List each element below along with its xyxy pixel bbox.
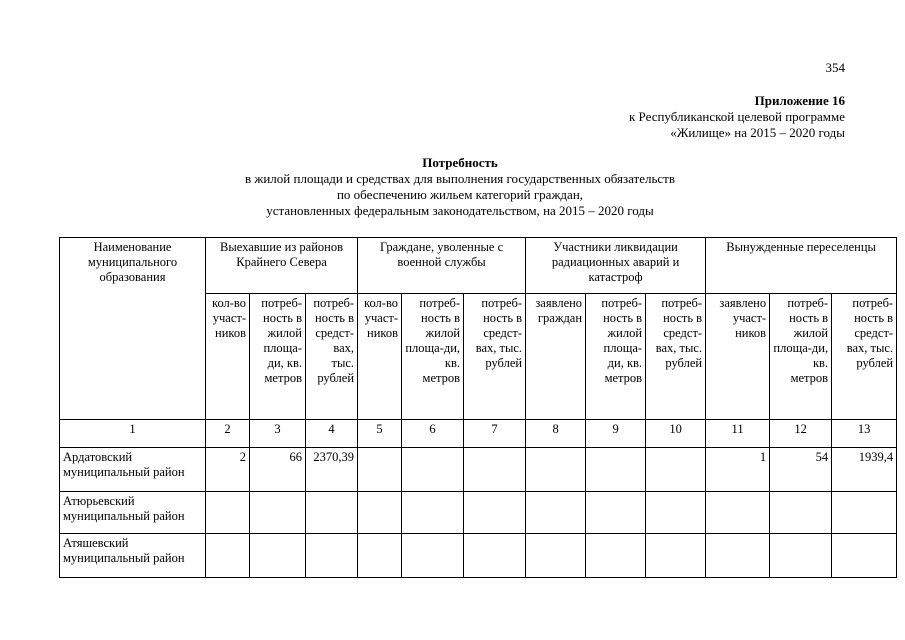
data-cell <box>402 448 464 492</box>
data-cell <box>358 492 402 534</box>
table-row <box>60 534 897 578</box>
subheader-cell: потреб-ность в жилой площа-ди, кв. метров <box>770 294 832 420</box>
appendix-title: Приложение 16 <box>754 93 845 108</box>
appendix-line: «Жилище» на 2015 – 2020 годы <box>670 125 845 140</box>
appendix-block <box>629 93 845 141</box>
data-cell <box>358 448 402 492</box>
data-cell <box>250 492 306 534</box>
group-header: Вынужденные переселенцы <box>706 238 897 294</box>
subheader-cell: заявлено граждан <box>526 294 586 420</box>
data-cell <box>586 534 646 578</box>
heading-line: установленных федеральным законодательством, на 2015 – 2020 годы <box>266 203 654 218</box>
data-cell <box>832 534 897 578</box>
group-header-row <box>60 238 897 294</box>
data-cell <box>526 448 586 492</box>
data-cell <box>464 492 526 534</box>
table-row <box>60 448 897 492</box>
subheader-cell: потреб-ность в средст-вах, тыс. рублей <box>832 294 897 420</box>
column-number: 8 <box>526 420 586 448</box>
page-number: 354 <box>825 60 845 75</box>
column-number-row <box>60 420 897 448</box>
data-cell <box>402 534 464 578</box>
data-cell <box>770 492 832 534</box>
column-number: 10 <box>646 420 706 448</box>
data-cell <box>770 534 832 578</box>
data-cell <box>586 448 646 492</box>
heading-title: Потребность <box>422 155 498 170</box>
data-cell: 2370,39 <box>306 448 358 492</box>
municipality-name: Ардатовский муниципальный район <box>60 448 206 492</box>
column-number: 13 <box>832 420 897 448</box>
column-number: 6 <box>402 420 464 448</box>
column-number: 7 <box>464 420 526 448</box>
data-cell <box>706 492 770 534</box>
data-cell <box>586 492 646 534</box>
municipality-name: Атяшевский муниципальный район <box>60 534 206 578</box>
column-number: 3 <box>250 420 306 448</box>
data-cell <box>646 448 706 492</box>
data-cell: 66 <box>250 448 306 492</box>
subheader-cell: потреб-ность в жилой площа-ди, кв. метров <box>586 294 646 420</box>
data-cell <box>206 534 250 578</box>
appendix-line: к Республиканской целевой программе <box>628 109 845 124</box>
data-cell <box>358 534 402 578</box>
data-cell <box>526 492 586 534</box>
column-number: 5 <box>358 420 402 448</box>
data-cell: 2 <box>206 448 250 492</box>
table-row <box>60 492 897 534</box>
subheader-cell: потреб-ность в жилой площа-ди, кв. метров <box>250 294 306 420</box>
header-name: Наименование муниципального образования <box>60 238 206 420</box>
data-cell: 1 <box>706 448 770 492</box>
subheader-cell: кол-во участ-ников <box>358 294 402 420</box>
group-header: Граждане, уволенные с военной службы <box>358 238 526 294</box>
heading-line: в жилой площади и средствах для выполнения государственных обязательств <box>244 171 675 186</box>
column-number: 4 <box>306 420 358 448</box>
subheader-cell: потреб-ность в жилой площа-ди, кв. метров <box>402 294 464 420</box>
needs-table <box>59 237 897 578</box>
document-heading <box>110 155 810 219</box>
data-cell <box>250 534 306 578</box>
column-number: 12 <box>770 420 832 448</box>
municipality-name: Атюрьевский муниципальный район <box>60 492 206 534</box>
data-cell: 54 <box>770 448 832 492</box>
heading-line: по обеспечению жильем категорий граждан, <box>336 187 584 202</box>
data-cell <box>206 492 250 534</box>
subheader-cell: заявлено участ-ников <box>706 294 770 420</box>
column-number: 11 <box>706 420 770 448</box>
data-cell <box>526 534 586 578</box>
subheader-cell: потреб-ность в средст-вах, тыс. рублей <box>464 294 526 420</box>
data-cell <box>464 534 526 578</box>
data-cell <box>646 492 706 534</box>
data-cell <box>646 534 706 578</box>
data-cell <box>306 492 358 534</box>
data-cell <box>464 448 526 492</box>
group-header: Участники ликвидации радиационных аварий и катастроф <box>526 238 706 294</box>
data-cell <box>832 492 897 534</box>
data-cell <box>706 534 770 578</box>
subheader-cell: кол-во участ-ников <box>206 294 250 420</box>
data-cell: 1939,4 <box>832 448 897 492</box>
subheader-cell: потреб-ность в средст-вах, тыс. рублей <box>646 294 706 420</box>
column-number: 1 <box>60 420 206 448</box>
subheader-cell: потреб-ность в средст-вах, тыс. рублей <box>306 294 358 420</box>
group-header: Выехавшие из районов Крайнего Севера <box>206 238 358 294</box>
column-number: 9 <box>586 420 646 448</box>
column-number: 2 <box>206 420 250 448</box>
data-cell <box>306 534 358 578</box>
data-cell <box>402 492 464 534</box>
